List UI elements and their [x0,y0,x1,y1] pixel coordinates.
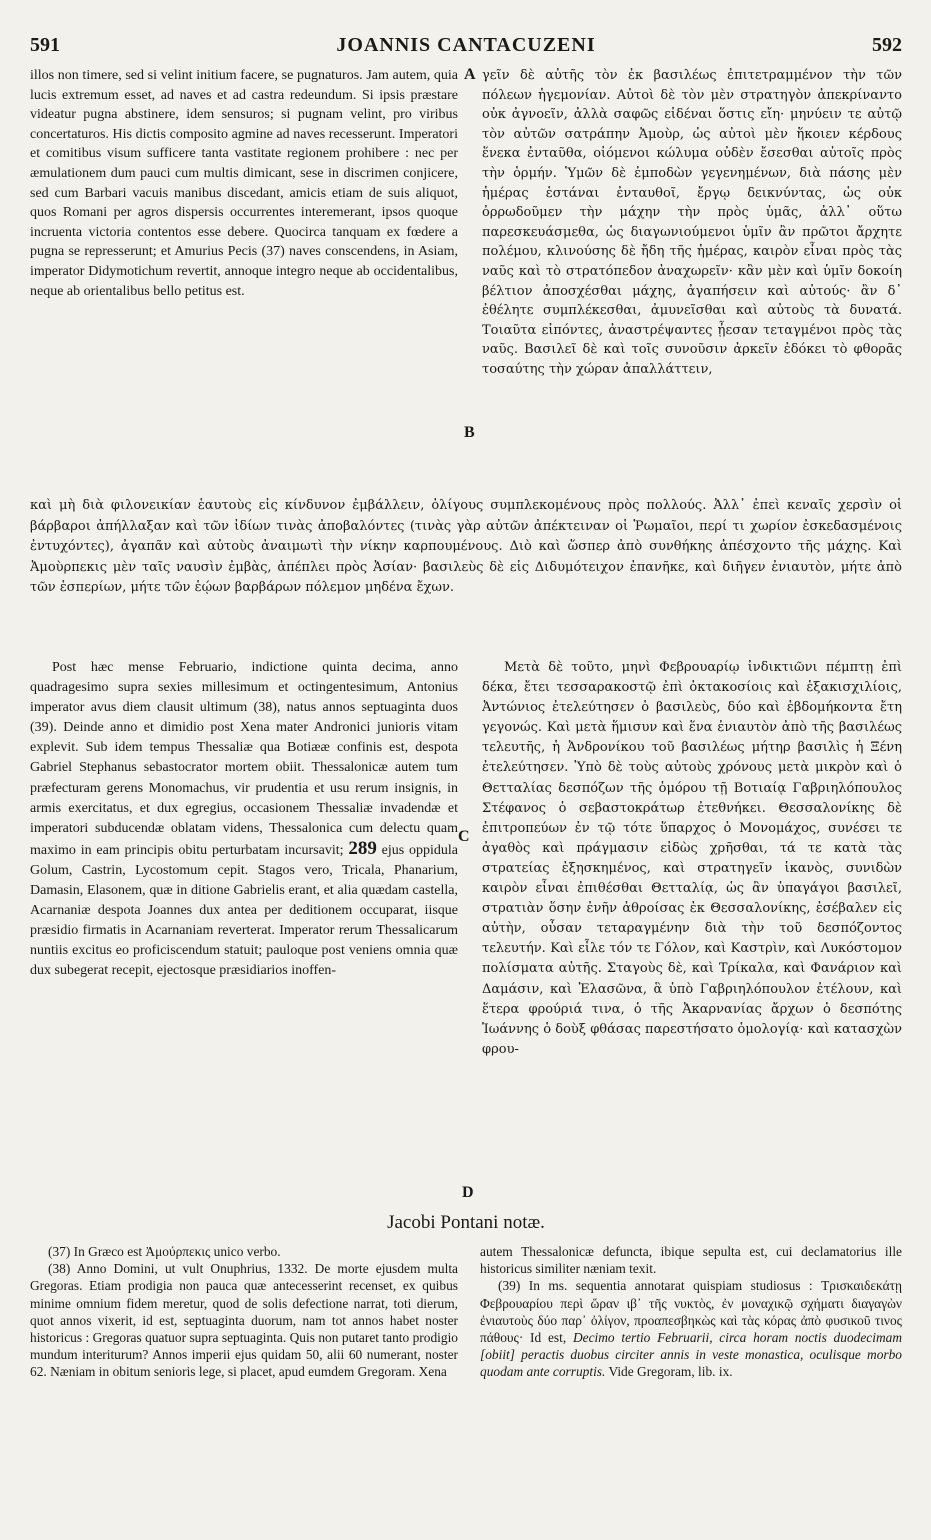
notes-column-right [480,1243,902,1381]
greek-column-top [482,66,902,380]
note-38-continued: autem Thessalonicæ defuncta, ibique sepulta est, cui declamatorius ille historicus similiter næniam texit. [480,1244,902,1277]
note-37: (37) In Græco est Ἀμούρπεκις unico verbo. [48,1244,281,1259]
page-number-right: 592 [872,34,902,56]
note-39-text: (39) In ms. sequentia annotarat quispiam studiosus : Τρισκαιδεκάτῃ Φεβρουαρίου περὶ ὥραν ιβ᾽ τῆς νυκτὸς, ἐν μοναχικῷ σχήματι διαγαγὼν ἐνιαυτοὺς δύο παρ᾽ ὀλίγον, προαπεσβηκὼς καὶ τὰς κόρας ἀπὸ φυσικοῦ τινος πάθους· Id est, [480,1278,902,1346]
greek-paragraph-full: καὶ μὴ διὰ φιλονεικίαν ἑαυτοὺς εἰς κίνδυνον ἐμβάλλειν, ὀλίγους συμπλεκομένους πρὸς πολλούς. Ἀλλ᾽ ἐπεὶ κεναῖς χερσὶν οἱ βάρβαροι ἀπήλλαξαν καὶ τῶν ἰδίων τινὰς ἀποβαλόντες (τινὰς γὰρ αὐτῶν ἀπέκτειναν οἱ Ῥωμαῖοι, περί τι χωρίον ἐσκεδασμένοις ἐντυχόντες), ἀγαπᾶν καὶ αὐτοὺς ἀναιμωτὶ τὴν νίκην καρπουμένους. Διὸ καὶ ὥσπερ ἀπὸ συνθήκης ἀπέσχοντο τῆς μάχης. Καὶ Ἀμοὺρπεκις μὲν ταῖς ναυσὶν ἐμβὰς, ἀπέπλει πρὸς Ἀσίαν· βασιλεὺς δὲ εἰς Διδυμότειχον ἐπανῆκε, καὶ διῆγεν ἐνιαυτὸν, μήτε ἀπὸ τῶν ἑσπερίων, μήτε τῶν ἑῴων βαρβάρων πόλεμον μηδένα ἔχων. [30,498,902,595]
latin-paragraph-bottom [30,658,458,982]
note-39-reference: Vide Gregoram, lib. ix. [608,1364,733,1380]
note-39-italic: Decimo tertio Februarii, circa horam noctis duodecimam [obiit] peractis duobus circiter annis in veste monastica, oculisque morbo quodam ante corruptis. [480,1330,902,1380]
latin-text-part1: Post hæc mense Februario, indictione quinta decima, anno quadragesimo supra sexies millesimum et octingentesimum, Antonius imperator avus diem clausit ultimum (38), natus annos septuaginta duos (39). Deinde anno et dimidio post Xena mater Andronici junioris vitam explevit. Sub idem tempus Thessaliæ qua Botiææ confinis est, despota Gabriel Stephanus sebastocrator mortem obiit. Thessalonicæ autem tum præfecturam gerens Monomachus, vir prudentia et usu rerum insignis, in armis exercitatus, et dux egregius, occasionem Thessaliæ invadendæ et imperatori subducendæ oblatam videns, Thessalonica cum delectu quam maximo in eam principis obitu perturbatam incursavit; [30,660,458,858]
greek-full-width [30,496,902,599]
running-title: JOANNIS CANTACUZENI [336,34,596,56]
greek-paragraph-bottom: Μετὰ δὲ τοῦτο, μηνὶ Φεβρουαρίῳ ἰνδικτιῶνι πέμπτῃ ἐπὶ δέκα, ἔτει τεσσαρακοστῷ ἐπὶ ὀκτακοσίοις καὶ ἑξακισχιλίοις, Ἀντώνιος ἐτελεύτησεν ὁ βασιλεὺς, δύο καὶ ἑβδομήκοντα ἔτη γεγονώς. Καὶ μετὰ ἥμισυν καὶ ἕνα ἐνιαυτὸν ἀπὸ τῆς βασιλέως τελευτῆς, ἡ Ἀνδρονίκου τοῦ βασιλέως μήτηρ βασιλὶς ἡ Ξένη ἐτελεύτησεν. Ὑπὸ δὲ τοὺς αὐτοὺς χρόνους μετὰ μικρὸν καὶ ὁ Θετταλίας δεσπόζων τῆς ὁμόρου τῇ Βοτιαίᾳ Γαβριηλόπουλος Στέφανος ὁ σεβαστοκράτωρ ἐτεθνήκει. Θεσσαλονίκης δὲ ἐπιτροπεύων ἐν τῷ τότε ὕπαρχος ὁ Μονομάχος, συνέσει τε ἀγαθὸς καὶ πράγμασιν εἰδὼς χρῆσθαι, τά τε κατὰ τὰς στρατείας ἐξησκημένος, καὶ στρατηγεῖν ἱκανὸς, συνιδὼν καιρὸν εἶναι ἐπιθέσθαι Θετταλίᾳ, ὡς ἂν ὑπαγάγοι βασιλεῖ, στρατιὰν ὅσην ἐνῆν ἀθροίσας ἐκ Θεσσαλονίκης, ἐσέβαλεν εἰς αὐτὴν, οὖσαν τεταραγμένην διὰ τὴν τοῦ δεσπόζοντος τελευτήν. Καὶ εἷλε τόν τε Γόλον, καὶ Καστρὶν, καὶ Λυκόστομον πολίσματα αὐτῆς. Σταγοὺς δὲ, καὶ Τρίκαλα, καὶ Φανάριον καὶ Δαμάσιν, καὶ Ἐλασῶνα, ἃ ὑπὸ Γαβριηλόπουλον ἐτέλουν, καὶ ἕτερα φρούριά τινα, ὁ τῆς Ἀκαρνανίας ἄρχων ὁ δεσπότης Ἰωάννης ὁ δοὺξ φθάσας παρεστήσατο ὁμολογίᾳ· καὶ κατασχὼν φρου- [482,660,902,1057]
page-number-left: 591 [30,34,60,56]
page-marker-number: 289 [348,837,377,859]
latin-text-part2: ejus oppidula Golum, Castrin, Lycostomum cepit. Stagos vero, Tricala, Phanarium, Damasin, Elasonem, quæ in ditione Gabrielis erant, et alia quædam castella, Acarnaniæ despota Joannes dux antea per deditionem occuparat, iisque præsidio firmatis in Acarnaniam reverterat. Imperator rerum Thessalicarum nuntiis excitus eo proficiscendum statuit; pauloque post veniens omnia quæ dux subegerat recepit, ejectosque præsidiarios inoffen- [30,842,459,979]
note-39 [480,1277,902,1380]
section-marker-b: B [464,424,475,441]
page-header [30,34,902,60]
notes-heading: Jacobi Pontani notæ. [387,1212,545,1233]
section-marker-a: A [464,66,476,83]
greek-column-bottom [482,658,902,1060]
notes-column-left [30,1243,458,1381]
latin-column-top [30,66,458,301]
section-marker-c: C [458,828,470,845]
latin-paragraph-top: illos non timere, sed si velint initium facere, se pugnaturos. Jam autem, quia lucis extremum esset, ad naves et ad castra redeundum. Si ipsis præstare videatur pugna abstinere, idem sensuros; si pugnam velint, pro viribus concertaturos. His dictis composito agmine ad naves recesserunt. Imperatori et comitibus visum sufficere tanta vastitate regionem prohibere : nec per æmulationem dum pauci cum multis dimicant, sese in discrimen conjicere, sed cum Barbari vacuis manibus discedant, amicis etiam de suis aliquot, quos Romani per agros dispersis occurrentes interemerant, ipsos quoque incruenta victoria contentos esse debere. Quocirca tanquam ex fœdere a pugna se represserunt; et Amurius Pecis (37) naves conscendens, in Asiam, imperator Didymotichum revertit, annoque integro neque ab occidentalibus, neque ab orientalibus bello petitus est. [30,68,458,299]
greek-paragraph-top: γεῖν δὲ αὐτῆς τὸν ἐκ βασιλέως ἐπιτετραμμένον τὴν τῶν πόλεων ἡγεμονίαν. Αὐτοὶ δὲ τὸν μὲν στρατηγὸν ἀπεκρίναντο οὐκ ἀγνοεῖν, ἀλλὰ σαφῶς εἰδέναι ὅστις εἴη· μηνύειν τε αὐτῷ τὸν αὐτῶν σατράπην Ἀμοὺρ, ὡς αὐτοὶ μὲν ἥκοιεν κέρδους ἕνεκα ἐνταῦθα, οἰόμενοι κώλυμα οὐδὲν ἔσεσθαι αὐτοῖς πρὸς τὴν ὁρμήν. Ὑμῶν δὲ ἐμποδὼν γεγενημένων, διὰ πάσης μὲν ἡμέρας ἑστάναι ἐνταυθοῖ, ἔργῳ δεικνύντας, ὡς οὐκ ὀρρωδοῦμεν τὴν μάχην τὴν πρὸς ὑμᾶς, ἀλλ᾽ οὕτω παρεσκευάσμεθα, ὡς διαγωνιούμενοι ὑμῖν ἂν πρῶτοι ἄρχητε πολέμου, κλινούσης δὲ ἤδη τῆς ἡμέρας, καιρὸν εἶναι πρὸς τὰς ναῦς καὶ τὸ στρατόπεδον ἀναχωρεῖν· κἂν μὲν καὶ ὑμῖν δοκοίη βέλτιον ἀποσχέσθαι μάχης, ἀγαπήσειν καὶ αὐτούς· ἂν δ᾽ ἐθέλητε συμπλέκεσθαι, ἀμυνεῖσθαι καὶ αὐτοὺς τὰ δυνατά. Τοιαῦτα εἰπόντες, ἀναστρέψαντες ᾖεσαν τεταγμένοι πρὸς τὰς ναῦς. Βασιλεῖ δὲ καὶ τοῖς συνοῦσιν ἀρκεῖν ἐδόκει τὸ φθορᾶς τοσαύτης τὴν χώραν ἀπαλλάττειν, [482,68,902,377]
section-marker-d: D [462,1184,474,1201]
latin-column-bottom [30,658,458,982]
note-38: (38) Anno Domini, ut vult Onuphrius, 1332. De morte ejusdem multa Gregoras. Etiam prodigia non pauca quæ antecesserint recenset, ex quibus minime omnium fidem meretur, quod de solis defectione narrat, toti dierum, quot annos vixerit, id est, septuaginta duorum, nam tot annos habet noster historicus : Gregoras quatuor supra septuaginta. Quis non putaret tanto prodigio mundum interiturum? Annos imperii ejus quidam 50, alii 60 numerant, noster 62. Næniam in obitum senioris lege, si placet, apud eumdem Gregoram. Xena [30,1261,458,1380]
